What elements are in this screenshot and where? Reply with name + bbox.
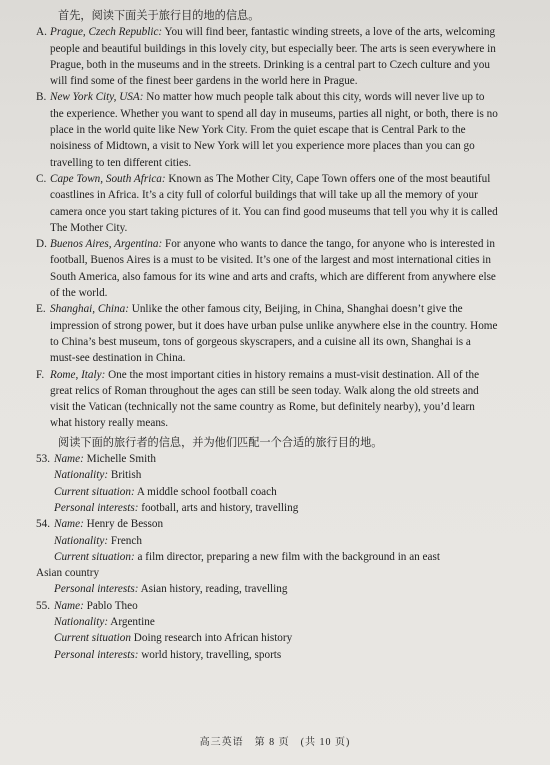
page-footer: 高三英语 第 8 页 (共 10 页) <box>199 736 351 748</box>
nationality-value: French <box>108 534 142 547</box>
option-letter: B. <box>36 91 47 104</box>
situation-label: Current situation: <box>54 485 135 498</box>
name-label: Name: <box>54 453 84 466</box>
destination-options <box>36 24 498 431</box>
option-d <box>36 236 498 301</box>
name-value: Pablo Theo <box>83 599 138 612</box>
option-text: For anyone who wants to dance the tango, for anyone who is interested in football, Buenos Aires is a must to be visited. It’s one of the largest and most international cities in South America, also famous for its wine and arts and crafts, which are different from anywhere else of the world. <box>50 238 496 300</box>
option-text: One the most important cities in history remains a must-visit destination. All of the great relics of Roman throughout the ages can still be seen today. Walk along the old streets and visit the Vatican (technically not the same country as Rome, but definitely nearby), you’d learn what history really means. <box>50 368 480 430</box>
question-name-line <box>36 598 498 614</box>
name-label: Name: <box>54 599 84 612</box>
option-text: Known as The Mother City, Cape Town offers one of the most beautiful coastlines in Africa. It’s a city full of colorful buildings that will take up all the memory of your camera once you start taking pictures of it. You can find good museums that tell you why it is called The Mother City. <box>50 172 498 234</box>
nationality-label: Nationality: <box>54 534 109 547</box>
situation-label: Current situation <box>54 632 131 645</box>
name-value: Henry de Besson <box>83 518 164 531</box>
situation-value: a film director, preparing a new film with the background in an east <box>134 550 440 563</box>
interests-line <box>36 647 498 663</box>
option-letter: E. <box>36 303 46 316</box>
interests-value: Asian history, reading, travelling <box>138 583 288 596</box>
option-text: No matter how much people talk about this city, words will never live up to the experience. Whether you want to spend all day in museums, parties all night, or both, there is no place in the world quite like New York City. From the quiet escape that is Central Park to the noisiness of Midtown, a visit to New York will let you experience more places than you can go travelling to ten different cities. <box>50 91 498 169</box>
option-e <box>36 301 498 366</box>
option-c <box>36 171 498 236</box>
question-number: 54. <box>36 518 50 531</box>
interests-line <box>36 581 498 597</box>
option-place: Prague, Czech Republic: <box>50 26 163 39</box>
question-54 <box>36 516 498 597</box>
question-55 <box>36 598 498 663</box>
interests-line <box>36 500 498 516</box>
matching-instruction: 阅读下面的旅行者的信息，并为他们匹配一个合适的旅行目的地。 <box>58 436 383 449</box>
interests-value: football, arts and history, travelling <box>138 501 299 514</box>
situation-value: Doing research into African history <box>130 632 293 645</box>
situation-continuation: Asian country <box>36 567 100 580</box>
option-place: New York City, USA: <box>50 91 144 104</box>
situation-line <box>36 484 498 500</box>
situation-label: Current situation: <box>54 550 135 563</box>
option-place: Cape Town, South Africa: <box>50 172 166 185</box>
interests-label: Personal interests: <box>54 648 139 661</box>
interests-value: world history, travelling, sports <box>138 648 282 661</box>
option-letter: F. <box>36 368 45 381</box>
option-text: You will find beer, fantastic winding streets, a love of the arts, welcoming people and beautiful buildings in this lovely city, but especially beer. The arts is seen everywhere in Prague, both in the museums and in the streets. Drinking is a central part to Czech culture and you will find some of the finest beer gardens in the world here in Prague. <box>50 26 496 88</box>
question-53 <box>36 451 498 516</box>
nationality-line <box>36 467 498 483</box>
question-number: 55. <box>36 599 50 612</box>
nationality-line <box>36 533 498 549</box>
option-letter: D. <box>36 238 47 251</box>
option-b <box>36 89 498 170</box>
intro-instruction: 首先，阅读下面关于旅行目的地的信息。 <box>58 10 260 22</box>
option-f <box>36 367 498 432</box>
nationality-label: Nationality: <box>54 615 109 628</box>
question-name-line <box>36 516 498 532</box>
nationality-label: Nationality: <box>54 469 109 482</box>
name-value: Michelle Smith <box>83 453 156 466</box>
option-a <box>36 24 498 89</box>
nationality-line <box>36 614 498 630</box>
option-place: Rome, Italy: <box>50 368 106 381</box>
interests-label: Personal interests: <box>54 501 139 514</box>
situation-value: A middle school football coach <box>134 485 277 498</box>
option-letter: C. <box>36 172 47 185</box>
nationality-value: Argentine <box>108 615 155 628</box>
nationality-value: British <box>108 469 142 482</box>
option-place: Shanghai, China: <box>50 303 129 316</box>
option-text: Unlike the other famous city, Beijing, in China, Shanghai doesn’t give the impression of strong power, but it does have urban pulse unlike anywhere else in the country. Home to China’s best museum, tons of gorgeous skyscrapers, and a cuisine all its own, Shanghai is a must-see destination in China. <box>50 303 498 365</box>
question-number: 53. <box>36 453 50 466</box>
option-letter: A. <box>36 26 47 39</box>
question-name-line <box>36 451 498 467</box>
name-label: Name: <box>54 518 84 531</box>
option-place: Buenos Aires, Argentina: <box>50 238 163 251</box>
situation-line <box>36 630 498 646</box>
situation-line <box>36 549 498 565</box>
interests-label: Personal interests: <box>54 583 139 596</box>
